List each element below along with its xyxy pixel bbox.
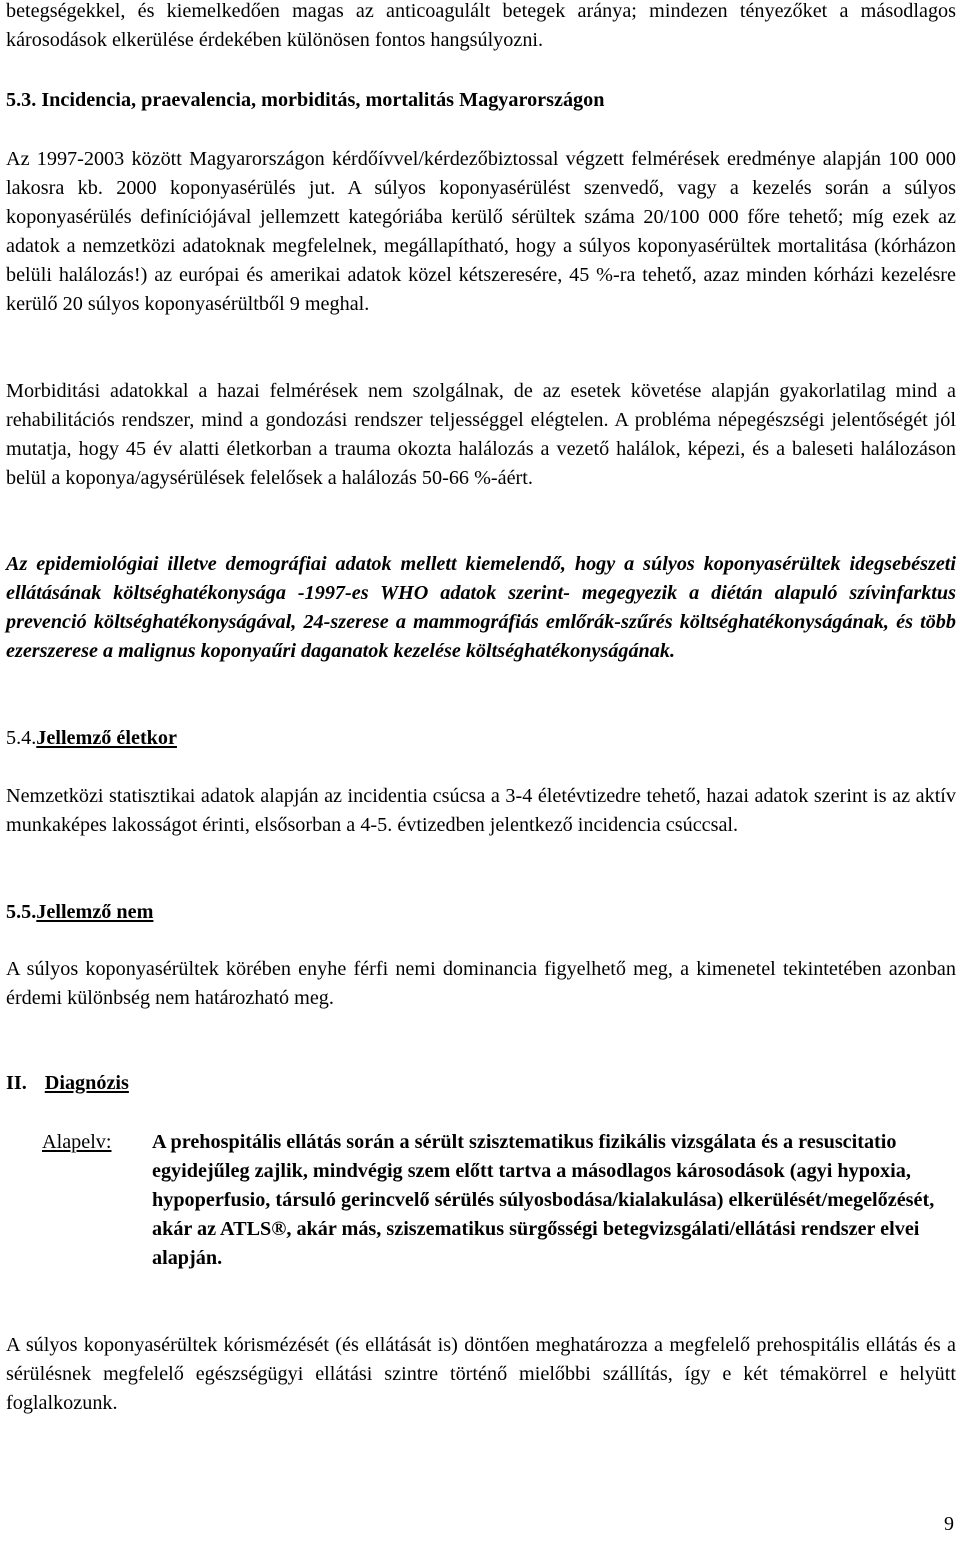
section-II-number: II.	[6, 1072, 27, 1094]
section-5-5-heading	[6, 898, 153, 927]
section-5-4-number: 5.4.	[6, 727, 37, 749]
section-5-4-paragraph: Nemzetközi statisztikai adatok alapján az incidentia csúcsa a 3-4 életévtizedre tehető, hazai adatok szerint is az aktív munkaképes lakosságot érinti, elsősorban a 4-5. évtizedben jelentkező incidencia csúccsal.	[6, 785, 956, 836]
principle-text: A prehospitális ellátás során a sérült szisztematikus fizikális vizsgálata és a resuscitatio egyidejűleg zajlik, mindvégig szem előtt tartva a másodlagos károsodások (agyi hypoxia, hypoperfusio, társuló gerincvelő sérülés súlyosbodása/kialakulása) elkerülését/megelőzését, akár az ATLS®, akár más, sziszematikus sürgősségi betegvizsgálati/ellátási rendszer elvei alapján.	[152, 1131, 935, 1269]
emphasis-paragraph: Az epidemiológiai illetve demográfiai adatok mellett kiemelendő, hogy a súlyos koponyasérültek idegsebészeti ellátásának költséghatékonysága -1997-es WHO adatok szerint- megegyezik a diétán alapuló szívinfarktus prevenció költséghatékonyságával, 24-szerese a mammográfiás emlőrák-szűrés költséghatékonyságának, és több ezerszerese a malignus koponyaűri daganatok kezelése költséghatékonyságának.	[6, 553, 956, 662]
page-number: 9	[944, 1513, 954, 1535]
section-5-5-title: Jellemző nem	[36, 901, 154, 923]
principle-label: Alapelv:	[42, 1131, 112, 1153]
section-II-heading	[6, 1069, 129, 1098]
section-5-5-paragraph: A súlyos koponyasérültek körében enyhe férfi nemi dominancia figyelhető meg, a kimenetel tekintetében azonban érdemi különbség nem határozható meg.	[6, 958, 956, 1009]
section-5-3-paragraph: Az 1997-2003 között Magyarországon kérdőívvel/kérdezőbiztossal végzett felmérések eredménye alapján 100 000 lakosra kb. 2000 koponyasérülés jut. A súlyos koponyasérülést szenvedő, vagy a kezelés során a súlyos koponyasérülés definíciójával jellemzett kategóriába kerülő sérültek száma 20/100 000 főre tehető; míg ezek az adatok a nemzetközi adatoknak megfelelnek, megállapítható, hogy a súlyos koponyasérültek mortalitása (kórházon belüli halálozás!) az európai és amerikai adatok közel kétszeresére, 45 %-ra tehető, azaz minden kórházi kezelésre kerülő 20 súlyos koponyasérültből 9 meghal.	[6, 148, 956, 315]
section-5-4-title: Jellemző életkor	[36, 727, 177, 749]
section-5-3-heading: 5.3. Incidencia, praevalencia, morbiditás, mortalitás Magyarországon	[6, 89, 605, 111]
document-page	[6, 0, 956, 1545]
section-II-title: Diagnózis	[44, 1072, 129, 1094]
closing-paragraph: A súlyos koponyasérültek kórismézését (és ellátását is) döntően meghatározza a megfelelő prehospitális ellátás és a sérülésnek megfelelő egészségügyi ellátási szintre történő mielőbbi szállítás, így e két témakörrel e helyütt foglalkozunk.	[6, 1334, 956, 1414]
section-5-5-number: 5.5.	[6, 901, 37, 923]
morbidity-paragraph: Morbiditási adatokkal a hazai felmérések nem szolgálnak, de az esetek követése alapján gyakorlatilag mind a rehabilitációs rendszer, mind a gondozási rendszer teljességgel elégtelen. A probléma népegészségi jelentőségét jól mutatja, hogy 45 év alatti életkorban a trauma okozta halálozás a vezető halálok, képezi, és a baleseti halálozáson belül a koponya/agysérülések felelősek a halálozás 50-66 %-áért.	[6, 380, 956, 489]
paragraph-top: betegségekkel, és kiemelkedően magas az anticoagulált betegek aránya; mindezen tényezőket a másodlagos károsodások elkerülése érdekében különösen fontos hangsúlyozni.	[6, 0, 956, 51]
section-5-4-heading	[6, 724, 177, 753]
